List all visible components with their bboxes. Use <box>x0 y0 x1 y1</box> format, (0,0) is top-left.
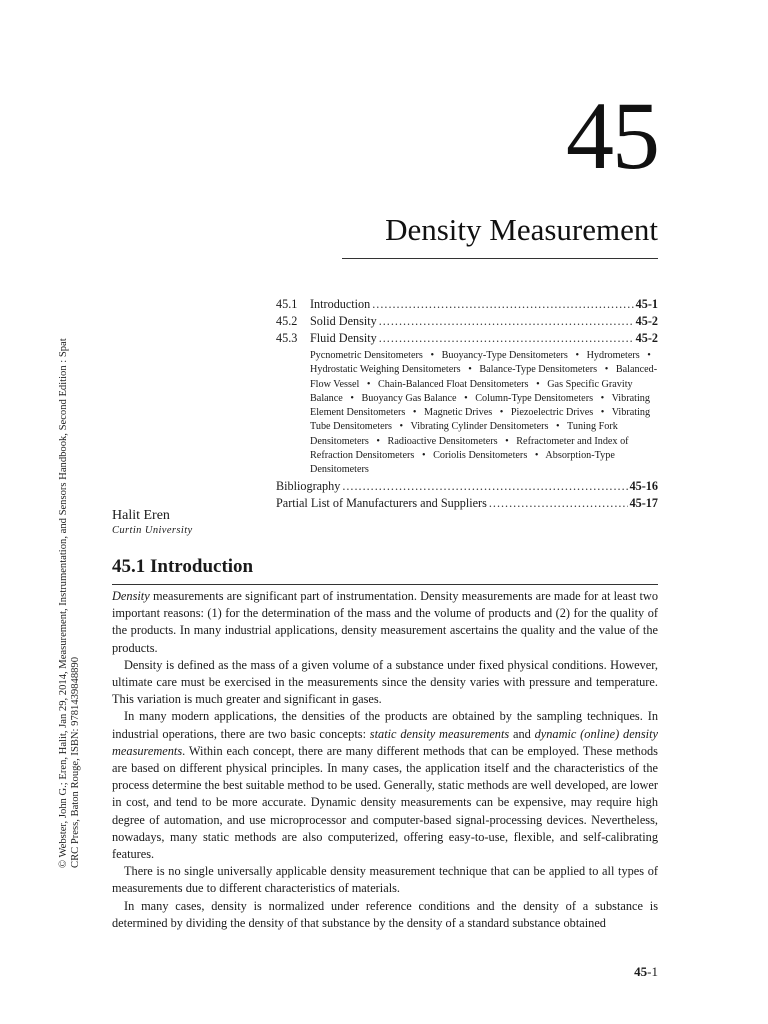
copyright-line-2: CRC Press, Baton Rouge, ISBN: 9781439848890 <box>70 656 81 868</box>
paragraph-text: . Within each concept, there are many different methods that can be employed. These methods are based on different physical principles. In many cases, the application itself and the characteristics of the process determine the best suitable method to be used. Generally, static methods are well developed, are lower in cost, and tend to be more accurate. Dynamic density measurements can be expensive, may require high degree of automation, and use microprocessor and computer-based signal-processing devices. Nevertheless, nowadays, many static methods are also computerized, offering easy-to-use, flexible, and self-calibrating features. <box>112 743 658 862</box>
copyright-side-note <box>58 290 81 870</box>
toc-subtopic[interactable]: Vibrating Cylinder Densitometers <box>410 421 549 433</box>
toc-leader-dots <box>379 314 634 329</box>
toc-entry-number: 45.1 <box>276 297 298 311</box>
toc-entry[interactable] <box>276 331 658 348</box>
bullet-separator: • <box>421 450 426 462</box>
toc-subtopic[interactable]: Hydrostatic Weighing Densitometers <box>310 364 461 376</box>
bullet-separator: • <box>412 407 417 419</box>
page-number <box>634 964 658 980</box>
toc-subtopic[interactable]: Hydrometers <box>586 350 640 361</box>
page-number-page: -1 <box>647 964 658 979</box>
toc-subtopic[interactable]: Tuning Fork Densitometers <box>310 421 618 447</box>
toc-subtopic[interactable]: Chain-Balanced Float Densitometers <box>378 378 529 390</box>
paragraph-text: measurements are significant part of instrumentation. Density measurements are made for at least two important reasons: (1) for the determination of the mass and the volume of products and (2) for the quality of the products. In many industrial applications, density measurement ascertains the quality and the value of the products. <box>112 589 658 655</box>
toc-subtopic[interactable]: Magnetic Drives <box>424 407 493 419</box>
toc-entry-label: Fluid Density <box>310 331 377 345</box>
bullet-separator: • <box>350 392 354 404</box>
paragraph-text: and <box>509 726 535 741</box>
section-rule <box>112 584 658 585</box>
author-affiliation: Curtin University <box>112 525 193 536</box>
bullet-separator: • <box>399 421 404 433</box>
table-of-contents <box>276 297 658 513</box>
paragraph-emphasis: static density measurements <box>369 726 510 741</box>
toc-subtopic[interactable]: Buoyancy Gas Balance <box>361 392 457 404</box>
paragraph-emphasis: dynamic (online) density measurements <box>112 726 658 758</box>
bullet-separator: • <box>575 350 580 361</box>
toc-leader-dots <box>489 496 628 511</box>
toc-leader-dots <box>342 479 627 494</box>
toc-entry-label: Introduction <box>310 297 371 311</box>
toc-entry[interactable] <box>276 297 658 314</box>
paragraph: Density is defined as the mass of a given volume of a substance under fixed physical conditions. However, ultimate care must be exercised in the measurements since the density varies with pressure and temperature. This variation is much greater and significant in gases. <box>112 657 658 707</box>
toc-subtopic[interactable]: Buoyancy-Type Densitometers <box>441 350 568 361</box>
toc-suppliers-page: 45-17 <box>629 495 658 510</box>
toc-subtopic[interactable]: Piezoelectric Drives <box>510 407 594 419</box>
toc-subtopic[interactable]: Absorption-Type Densitometers <box>310 450 615 476</box>
bullet-separator: • <box>366 378 371 390</box>
paragraph <box>112 708 658 863</box>
toc-entry-number: 45.2 <box>276 314 298 328</box>
bullet-separator: • <box>499 407 504 419</box>
toc-suppliers[interactable] <box>276 496 658 513</box>
chapter-number: 45 <box>566 82 658 189</box>
toc-entry-number: 45.3 <box>276 331 298 345</box>
bullet-separator: • <box>647 350 651 361</box>
section-heading: 45.1 Introduction <box>112 556 254 577</box>
copyright-line-1: © Webster, John G.; Eren, Halit, Jan 29, 2014, Measurement, Instrumentation, and Sensors Handbook, Second Edition : Spat <box>58 338 69 868</box>
body-text <box>112 588 658 932</box>
bullet-separator: • <box>464 392 468 404</box>
toc-subtopic[interactable]: Refractometer and Index of Refraction Densitometers <box>310 435 629 462</box>
toc-subtopic[interactable]: Vibrating Element Densitometers <box>310 392 650 419</box>
bullet-separator: • <box>604 364 609 376</box>
paragraph: There is no single universally applicable density measurement technique that can be applied to all types of measurements due to different characteristics of materials. <box>112 864 658 896</box>
toc-subtopic[interactable]: Balance-Type Densitometers <box>479 364 598 376</box>
toc-leader-dots <box>372 297 633 312</box>
author-name: Halit Eren <box>112 508 170 523</box>
toc-bibliography-page: 45-16 <box>629 478 658 493</box>
toc-subtopics <box>310 349 658 478</box>
toc-subtopic[interactable]: Coriolis Densitometers <box>433 450 528 462</box>
paragraph: In many cases, density is normalized under reference conditions and the density of a substance is determined by dividing the density of that substance by the density of a standard substance obtained <box>112 898 658 930</box>
toc-subtopic[interactable]: Gas Specific Gravity Balance <box>310 378 633 404</box>
bullet-separator: • <box>556 421 560 433</box>
title-rule <box>342 258 658 259</box>
toc-suppliers-label: Partial List of Manufacturers and Suppliers <box>276 495 487 510</box>
toc-leader-dots <box>379 331 634 346</box>
toc-entry-page: 45-2 <box>635 314 658 328</box>
toc-bibliography-label: Bibliography <box>276 478 341 493</box>
bullet-separator: • <box>600 392 605 404</box>
author-block <box>112 508 193 536</box>
paragraph <box>112 588 658 657</box>
chapter-title: Density Measurement <box>385 212 658 247</box>
toc-subtopic[interactable]: Column-Type Densitometers <box>475 392 594 404</box>
toc-entry-page: 45-2 <box>635 331 658 345</box>
bullet-separator: • <box>536 378 540 390</box>
bullet-separator: • <box>534 450 539 462</box>
toc-entry-page: 45-1 <box>635 297 658 311</box>
paragraph-text: In many modern applications, the densities of the products are obtained by the sampling techniques. In industrial operations, there are two basic concepts: <box>112 709 658 741</box>
bullet-separator: • <box>430 350 435 361</box>
toc-subtopic[interactable]: Radioactive Densitometers <box>387 435 498 447</box>
bullet-separator: • <box>376 435 380 447</box>
page-number-chapter: 45 <box>634 964 648 979</box>
bullet-separator: • <box>468 364 472 376</box>
toc-subtopic[interactable]: Vibrating Tube Densitometers <box>310 407 651 433</box>
bullet-separator: • <box>600 407 605 419</box>
toc-subtopic[interactable]: Pycnometric Densitometers <box>310 350 423 361</box>
paragraph-term: Density <box>112 589 150 603</box>
bullet-separator: • <box>505 435 509 447</box>
toc-bibliography[interactable] <box>276 479 658 496</box>
toc-entry[interactable] <box>276 314 658 331</box>
toc-entry-label: Solid Density <box>310 314 377 328</box>
toc-subtopic[interactable]: Balanced-Flow Vessel <box>310 364 658 390</box>
